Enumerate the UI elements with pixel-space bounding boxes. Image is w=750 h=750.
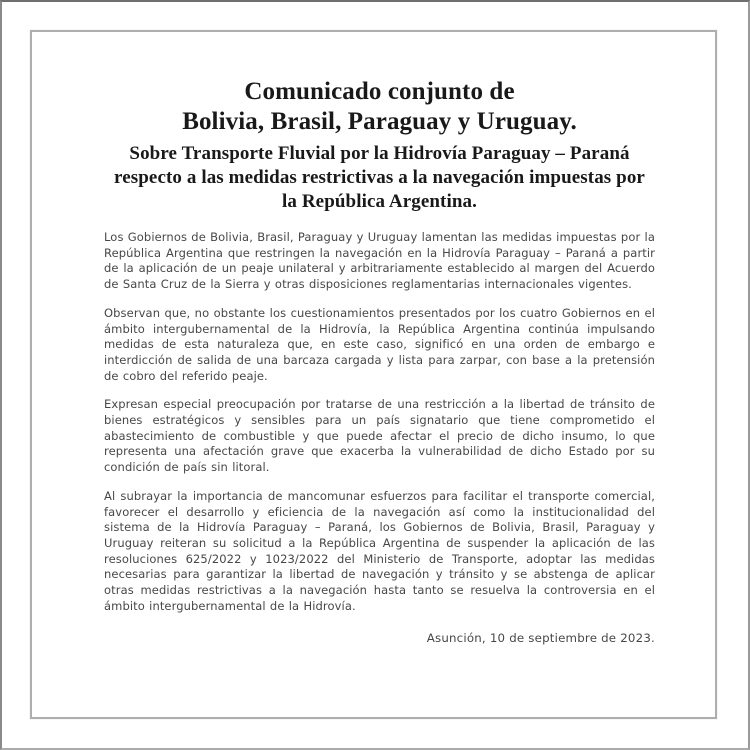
document-body <box>104 230 655 614</box>
title-line-2: Bolivia, Brasil, Paraguay y Uruguay. <box>182 108 577 135</box>
document-header <box>104 77 655 214</box>
document-footer <box>104 630 655 646</box>
paragraph-3: Expresan especial preocupación por tratarse de una restricción a la libertad de tránsito de bienes estratégicos y sensibles para un país signatario que tiene comprometido el abastecimiento de combustible y que puede afectar el precio de dicho insumo, lo que representa una afectación grave que exacerba la vulnerabilidad de dicho Estado por su condición de país sin litoral. <box>104 397 655 475</box>
paragraph-4: Al subrayar la importancia de mancomunar esfuerzos para facilitar el transporte comercial, favorecer el desarrollo y eficiencia de la navegación así como la institucionalidad del sistema de la Hidrovía Paraguay – Paraná, los Gobiernos de Bolivia, Brasil, Paraguay y Uruguay reiteran su solicitud a la República Argentina de suspender la aplicación de las resoluciones 625/2022 y 1023/2022 del Ministerio de Transporte, adoptar las medidas necesarias para garantizar la libertad de navegación y tránsito y se abstenga de aplicar otras medidas restrictivas a la navegación hasta tanto se resuelva la controversia en el ámbito intergubernamental de la Hidrovía. <box>104 488 655 613</box>
dateline: Asunción, 10 de septiembre de 2023. <box>426 631 655 646</box>
paragraph-1: Los Gobiernos de Bolivia, Brasil, Paraguay y Uruguay lamentan las medidas impuestas por la República Argentina que restringen la navegación en la Hidrovía Paraguay – Paraná a partir de la aplicación de un peaje unilateral y arbitrariamente establecido al margen del Acuerdo de Santa Cruz de la Sierra y otras disposiciones reglamentarias internacionales vigentes. <box>104 230 655 292</box>
document-title <box>104 77 655 137</box>
title-line-1: Comunicado conjunto de <box>244 78 515 105</box>
document-frame <box>30 30 717 719</box>
document-subtitle: Sobre Transporte Fluvial por la Hidrovía Paraguay – Paraná respecto a las medidas restrictivas a la navegación impuestas por la República Argentina. <box>114 143 645 212</box>
paragraph-2: Observan que, no obstante los cuestionamientos presentados por los cuatro Gobiernos en el ámbito intergubernamental de la Hidrovía, la República Argentina continúa impulsando medidas de esta naturaleza que, en este caso, significó en una orden de embargo e interdicción de salida de una barcaza cargada y lista para zarpar, con base a la pretensión de cobro del referido peaje. <box>104 305 655 383</box>
